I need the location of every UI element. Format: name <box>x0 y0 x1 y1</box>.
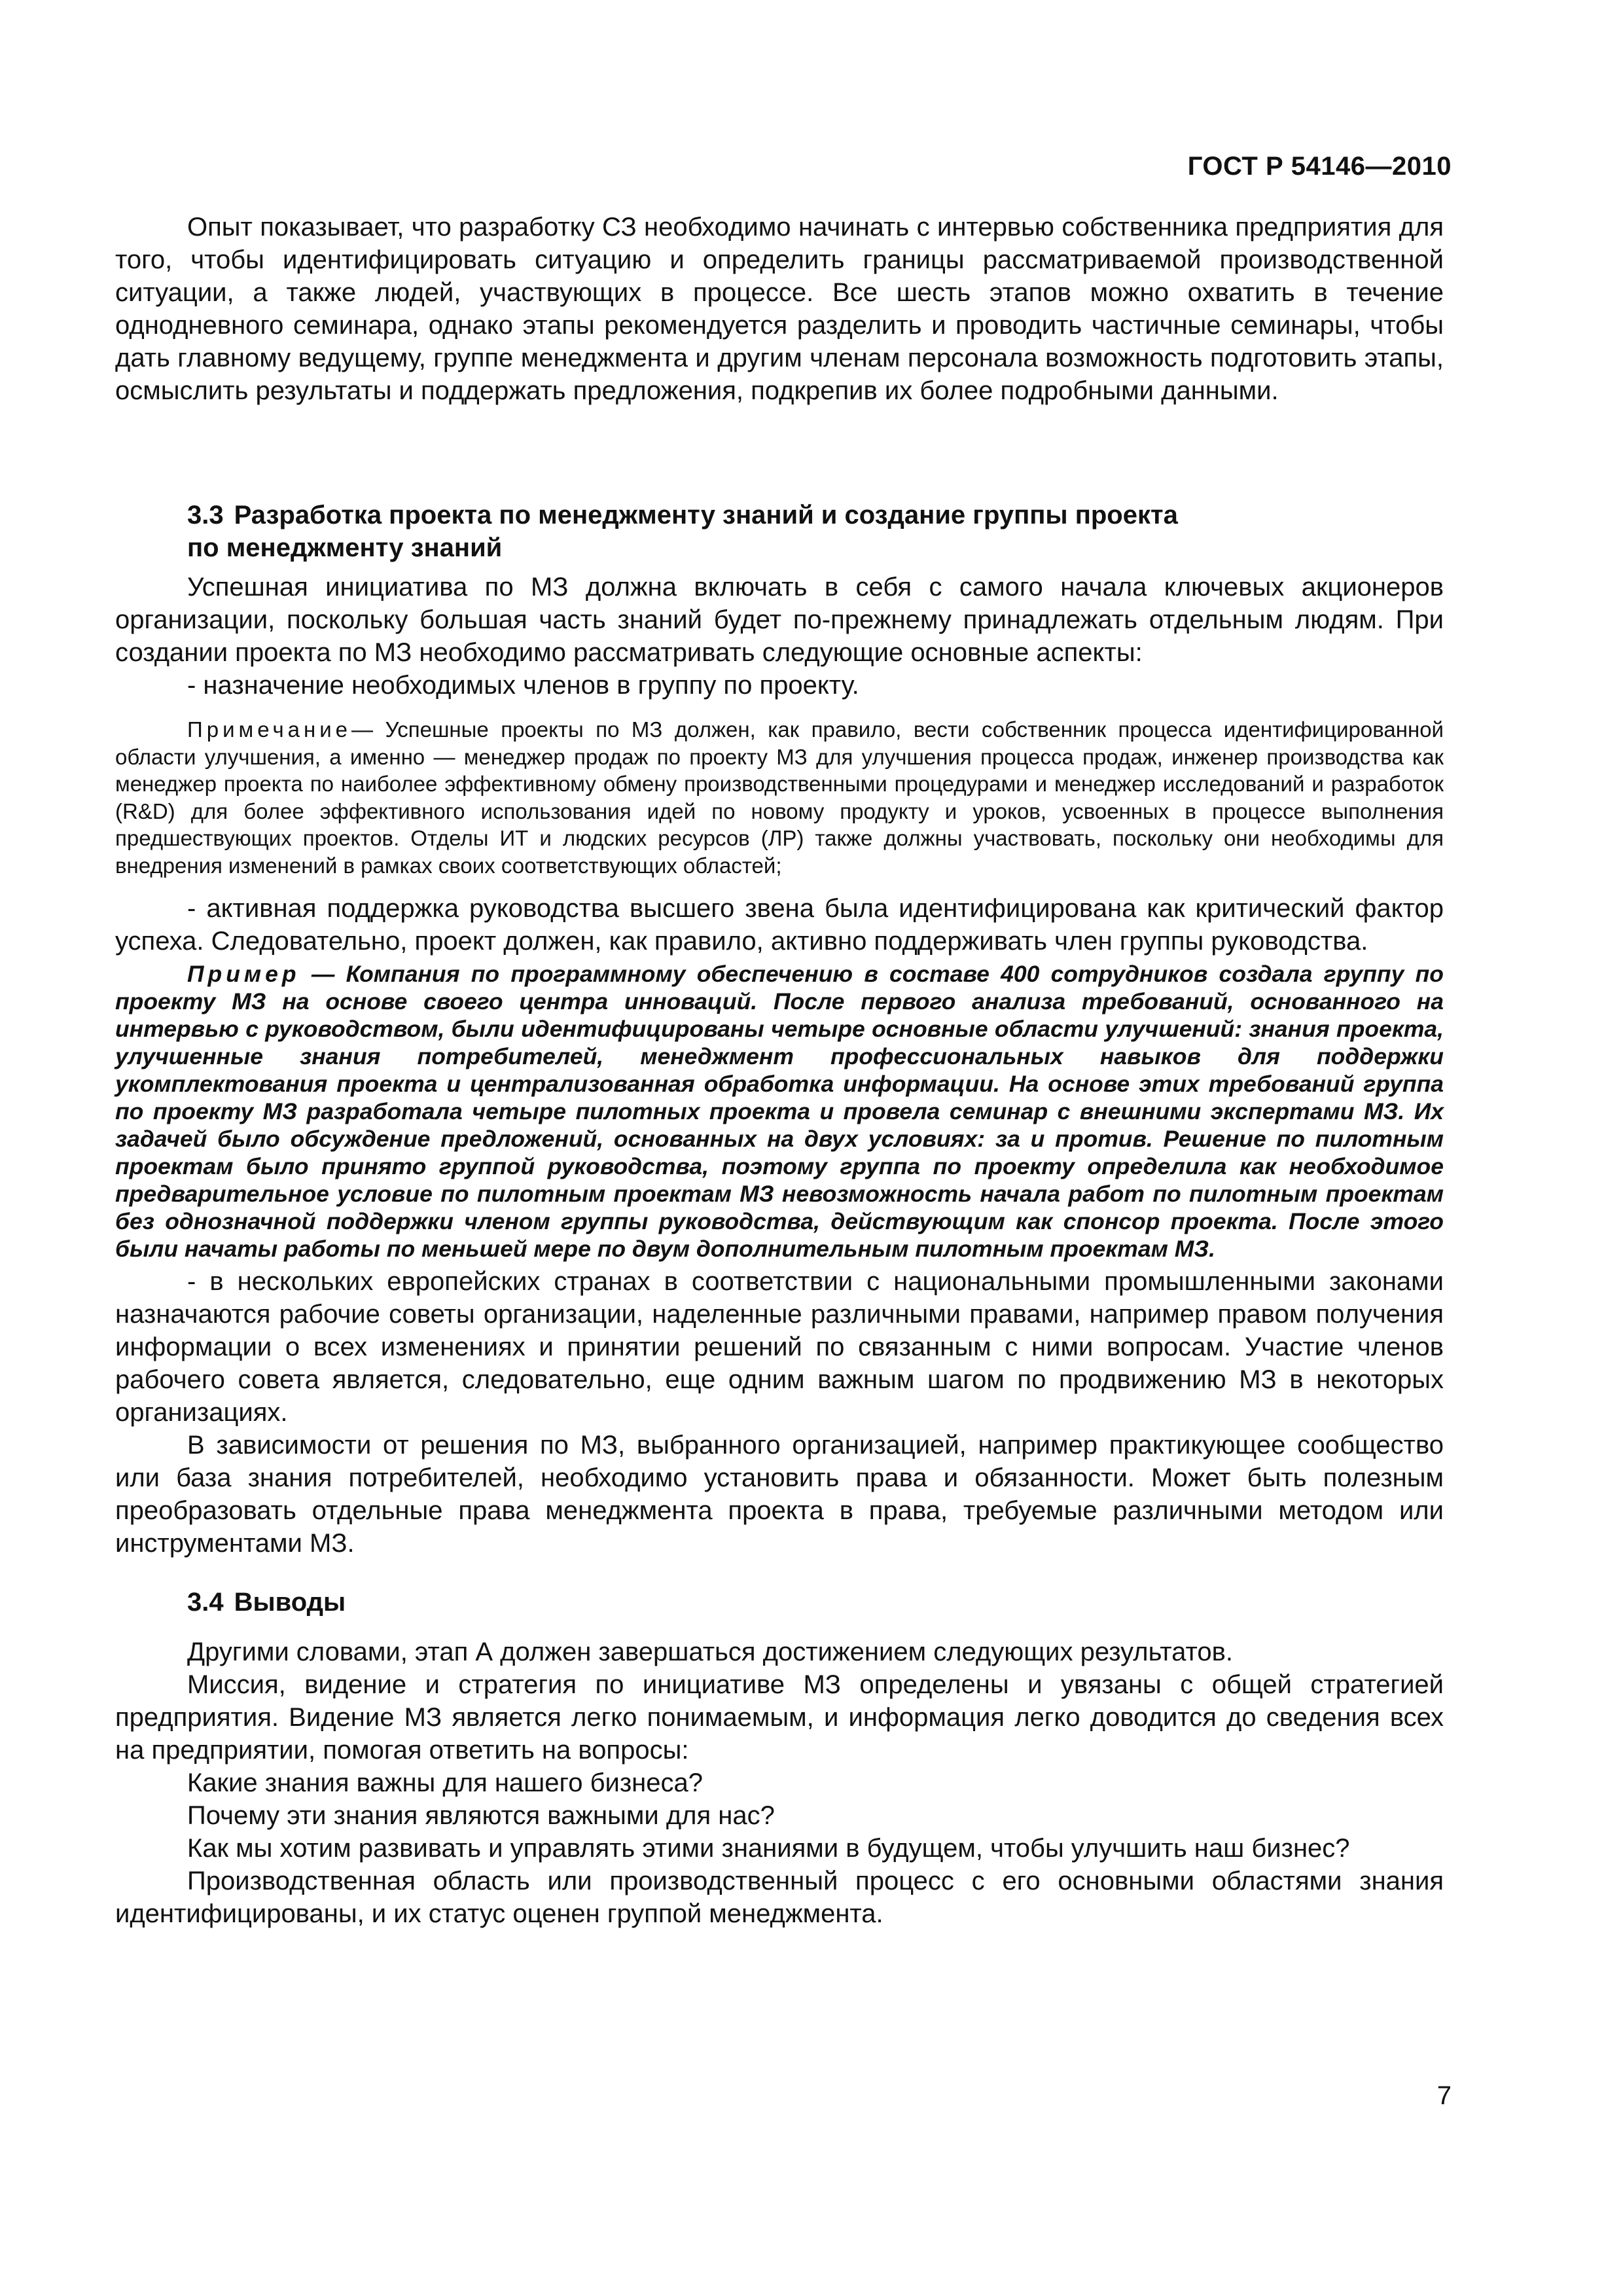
question-2: Почему эти знания являются важными для нас? <box>187 1801 775 1830</box>
question-3: Как мы хотим развивать и управлять этими знаниями в будущем, чтобы улучшить наш бизнес? <box>187 1834 1350 1863</box>
page-number: 7 <box>1436 2081 1452 2110</box>
example-block <box>115 960 1444 1263</box>
section-3-4-paragraph-2: Миссия, видение и стратегия по инициативе МЗ определены и увязаны с общей стратегией предприятия. Видение МЗ является легко понимаемым, и информация легко доводится до сведения всех на предприятии, помогая ответить на вопросы: <box>115 1670 1444 1765</box>
intro-paragraph: Опыт показывает, что разработку СЗ необходимо начинать с интервью собственника предприятия для того, чтобы идентифицировать ситуацию и определить границы рассматриваемой производственной ситуации, а также людей, участвующих в процессе. Все шесть этапов можно охватить в течение однодневного семинара, однако этапы рекомендуется разделить и проводить частичные семинары, чтобы дать главному ведущему, группе менеджмента и другим членам персонала возможность подготовить этапы, осмыслить результаты и поддержать предложения, подкрепив их более подробными данными. <box>115 213 1444 405</box>
section-3-4-title: Выводы <box>234 1588 346 1617</box>
document-code-header: ГОСТ Р 54146—2010 <box>1187 152 1452 181</box>
section-3-3-title-line1: Разработка проекта по менеджменту знаний и создание группы проекта <box>234 501 1178 529</box>
page-content <box>115 211 1444 1930</box>
section-3-4-paragraph-3: Производственная область или производственный процесс с его основными областями знания идентифицированы, и их статус оценен группой менеджмента. <box>115 1867 1444 1928</box>
section-3-4-paragraph-1: Другими словами, этап А должен завершаться достижением следующих результатов. <box>187 1638 1234 1666</box>
example-label: Пример <box>187 961 300 987</box>
section-3-3-paragraph-1: Успешная инициатива по МЗ должна включать в себя с самого начала ключевых акционеров организации, поскольку большая часть знаний будет по-прежнему принадлежать отдельным людям. При создании проекта по МЗ необходимо рассматривать следующие основные аспекты: <box>115 573 1444 667</box>
note-block <box>115 716 1444 879</box>
section-3-3-number: 3.3 <box>187 501 224 529</box>
section-3-3-title-line2: по менеджменту знаний <box>187 533 503 562</box>
question-1: Какие знания важны для нашего бизнеса? <box>187 1768 704 1797</box>
list-item-appoint-members: - назначение необходимых членов в группу по проекту. <box>187 671 859 700</box>
example-text: — Компания по программному обеспечению в составе 400 сотрудников создала группу по проекту МЗ на основе своего центра инноваций. После первого анализа требований, основанного на интервью с руководством, были идентифицированы четыре основные области улучшений: знания проекта, улучшенные знания потребителей, менеджмент профессиональных навыков для поддержки укомплектования проекта и централизованная обработка информации. На основе этих требований группа по проекту МЗ разработала четыре пилотных проекта и провела семинар с внешними экспертами МЗ. Их задачей было обсуждение предложений, основанных на двух условиях: за и против. Решение по пилотным проектам было принято группой руководства, поэтому группа по проекту определила как необходимое предварительное условие по пилотным проектам МЗ невозможность начала работ по пилотным проектам без однозначной поддержки членом группы руководства, действующим как спонсор проекта. После этого были начаты работы по меньшей мере по двум дополнительным пилотным проектам МЗ. <box>115 961 1444 1262</box>
section-3-4-number: 3.4 <box>187 1588 224 1617</box>
note-text: — Успешные проекты по МЗ должен, как правило, вести собственник процесса идентифицированной области улучшения, а именно — менеджер продаж по проекту МЗ для улучшения процесса продаж, инженер производства как менеджер проекта по наиболее эффективному обмену производственными процедурами и менеджер исследований и разработок (R&D) для более эффективного использования идей по новому продукту и уроков, усвоенных в процессе выполнения предшествующих проектов. Отделы ИТ и людских ресурсов (ЛР) также должны участвовать, поскольку они необходимы для внедрения изменений в рамках своих соответствующих областей; <box>115 717 1444 878</box>
section-3-3-heading <box>115 499 1444 564</box>
list-item-management-support: - активная поддержка руководства высшего звена была идентифицирована как критический фактор успеха. Следовательно, проект должен, как правило, активно поддерживать член группы руководства. <box>115 894 1444 956</box>
section-3-3-paragraph-2: В зависимости от решения по МЗ, выбранного организацией, например практикующее сообщество или база знания потребителей, необходимо установить права и обязанности. Может быть полезным преобразовать отдельные права менеджмента проекта в права, требуемые различными методом или инструментами МЗ. <box>115 1431 1444 1558</box>
list-item-work-councils: - в нескольких европейских странах в соответствии с национальными промышленными законами назначаются рабочие советы организации, наделенные различными правами, например правом получения информации о всех изменениях и принятии решений по связанным с ними вопросам. Участие членов рабочего совета является, следовательно, еще одним важным шагом по продвижению МЗ в некоторых организациях. <box>115 1267 1444 1427</box>
note-label: Примечание <box>187 717 352 742</box>
section-3-4-heading <box>115 1586 1444 1619</box>
